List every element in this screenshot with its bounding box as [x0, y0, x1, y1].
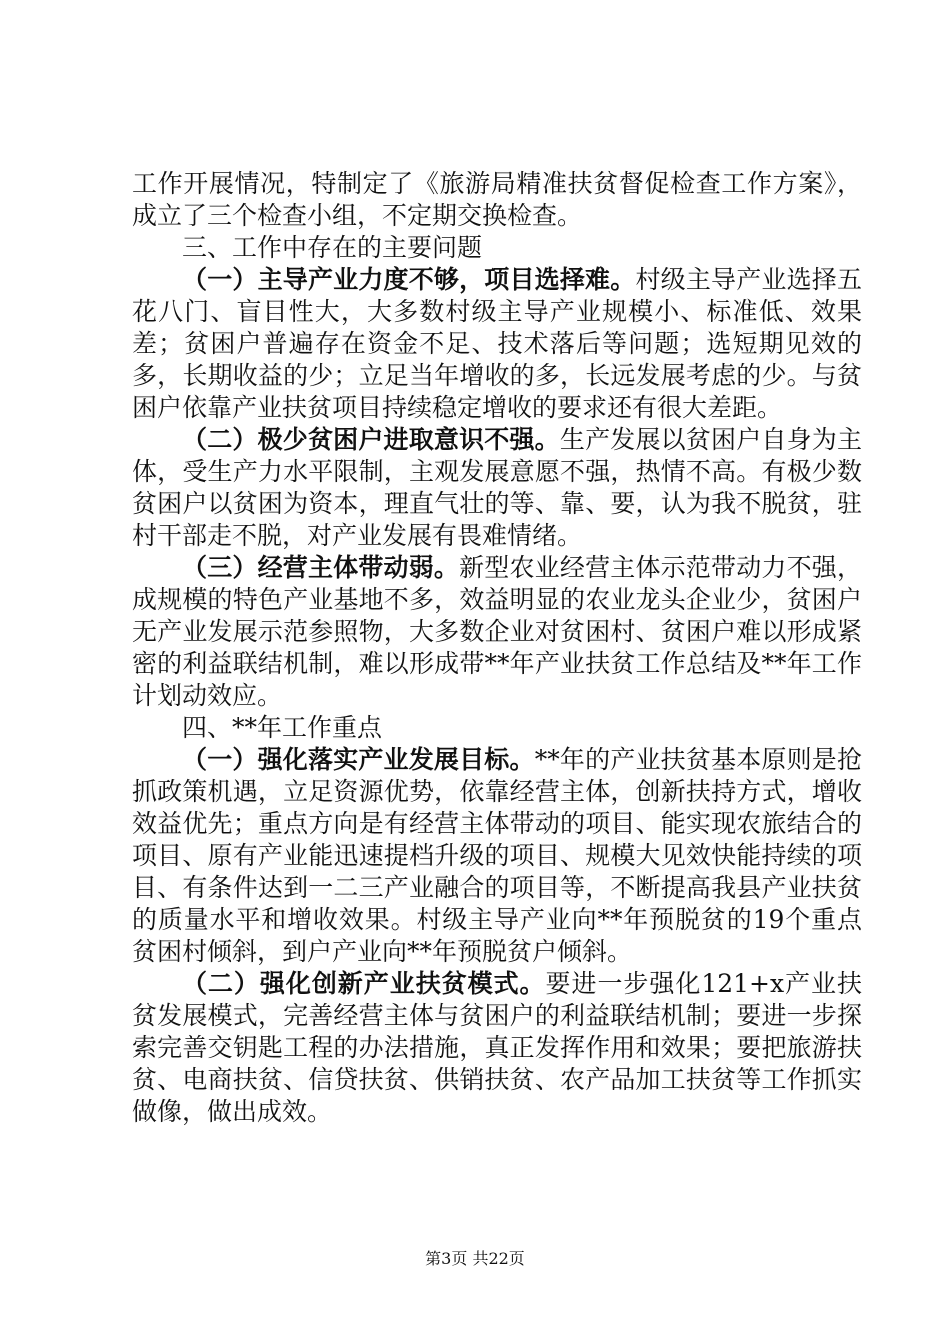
paragraph-issue-3: [132, 552, 862, 712]
paragraph-text: 生产发展以贫困户自身为主体，受生产力水平限制，主观发展意愿不强，热情不高。有极少数贫困户以贫困为资本，理直气壮的等、靠、要，认为我不脱贫，驻村干部走不脱，对产业发展有畏难情绪。: [132, 425, 862, 550]
paragraph-text: 新型农业经营主体示范带动力不强，成规模的特色产业基地不多，效益明显的农业龙头企业少，贫困户无产业发展示范参照物，大多数企业对贫困村、贫困户难以形成紧密的利益联结机制，难以形成带**年产业扶贫工作总结及**年工作计划动效应。: [132, 553, 862, 710]
paragraph-lead: （一）强化落实产业发展目标。: [182, 745, 535, 774]
paragraph-lead: （二）极少贫困户进取意识不强。: [182, 425, 560, 454]
section-heading-3: [132, 232, 862, 264]
paragraph-lead: （三）经营主体带动弱。: [182, 553, 460, 582]
paragraph-issue-1: [132, 264, 862, 424]
paragraph-text: 要进一步强化121+x产业扶贫发展模式，完善经营主体与贫困户的利益联结机制；要进一步探索完善交钥匙工程的办法措施，真正发挥作用和效果；要把旅游扶贫、电商扶贫、信贷扶贫、供销扶贫、农产品加工扶贫等工作抓实做像，做出成效。: [132, 969, 862, 1126]
paragraph-text: **年的产业扶贫基本原则是抢抓政策机遇，立足资源优势，依靠经营主体，创新扶持方式，增收效益优先；重点方向是有经营主体带动的项目、能实现农旅结合的项目、原有产业能迅速提档升级的项目、规模大见效快能持续的项目、有条件达到一二三产业融合的项目等，不断提高我县产业扶贫的质量水平和增收效果。村级主导产业向**年预脱贫的19个重点贫困村倾斜，到户产业向**年预脱贫户倾斜。: [132, 745, 862, 966]
paragraph-lead: （一）主导产业力度不够，项目选择难。: [182, 265, 636, 294]
page-number-footer: [0, 1246, 950, 1269]
document-body: [132, 168, 862, 1128]
paragraph-lead: （二）强化创新产业扶贫模式。: [182, 969, 546, 998]
heading-text: 三、工作中存在的主要问题: [182, 233, 483, 262]
paragraph-issue-2: [132, 424, 862, 552]
paragraph-focus-2: [132, 968, 862, 1128]
heading-text: 四、**年工作重点: [182, 713, 383, 742]
paragraph-text: 工作开展情况，特制定了《旅游局精准扶贫督促检查工作方案》，成立了三个检查小组，不定期交换检查。: [132, 169, 862, 230]
paragraph-continuation: [132, 168, 862, 232]
paragraph-focus-1: [132, 744, 862, 968]
section-heading-4: [132, 712, 862, 744]
page-number-label: 第3页 共22页: [425, 1249, 525, 1268]
paragraph-text: 村级主导产业选择五花八门、盲目性大，大多数村级主导产业规模小、标准低、效果差；贫困户普遍存在资金不足、技术落后等问题；选短期见效的多，长期收益的少；立足当年增收的多，长远发展考虑的少。与贫困户依靠产业扶贫项目持续稳定增收的要求还有很大差距。: [132, 265, 862, 422]
